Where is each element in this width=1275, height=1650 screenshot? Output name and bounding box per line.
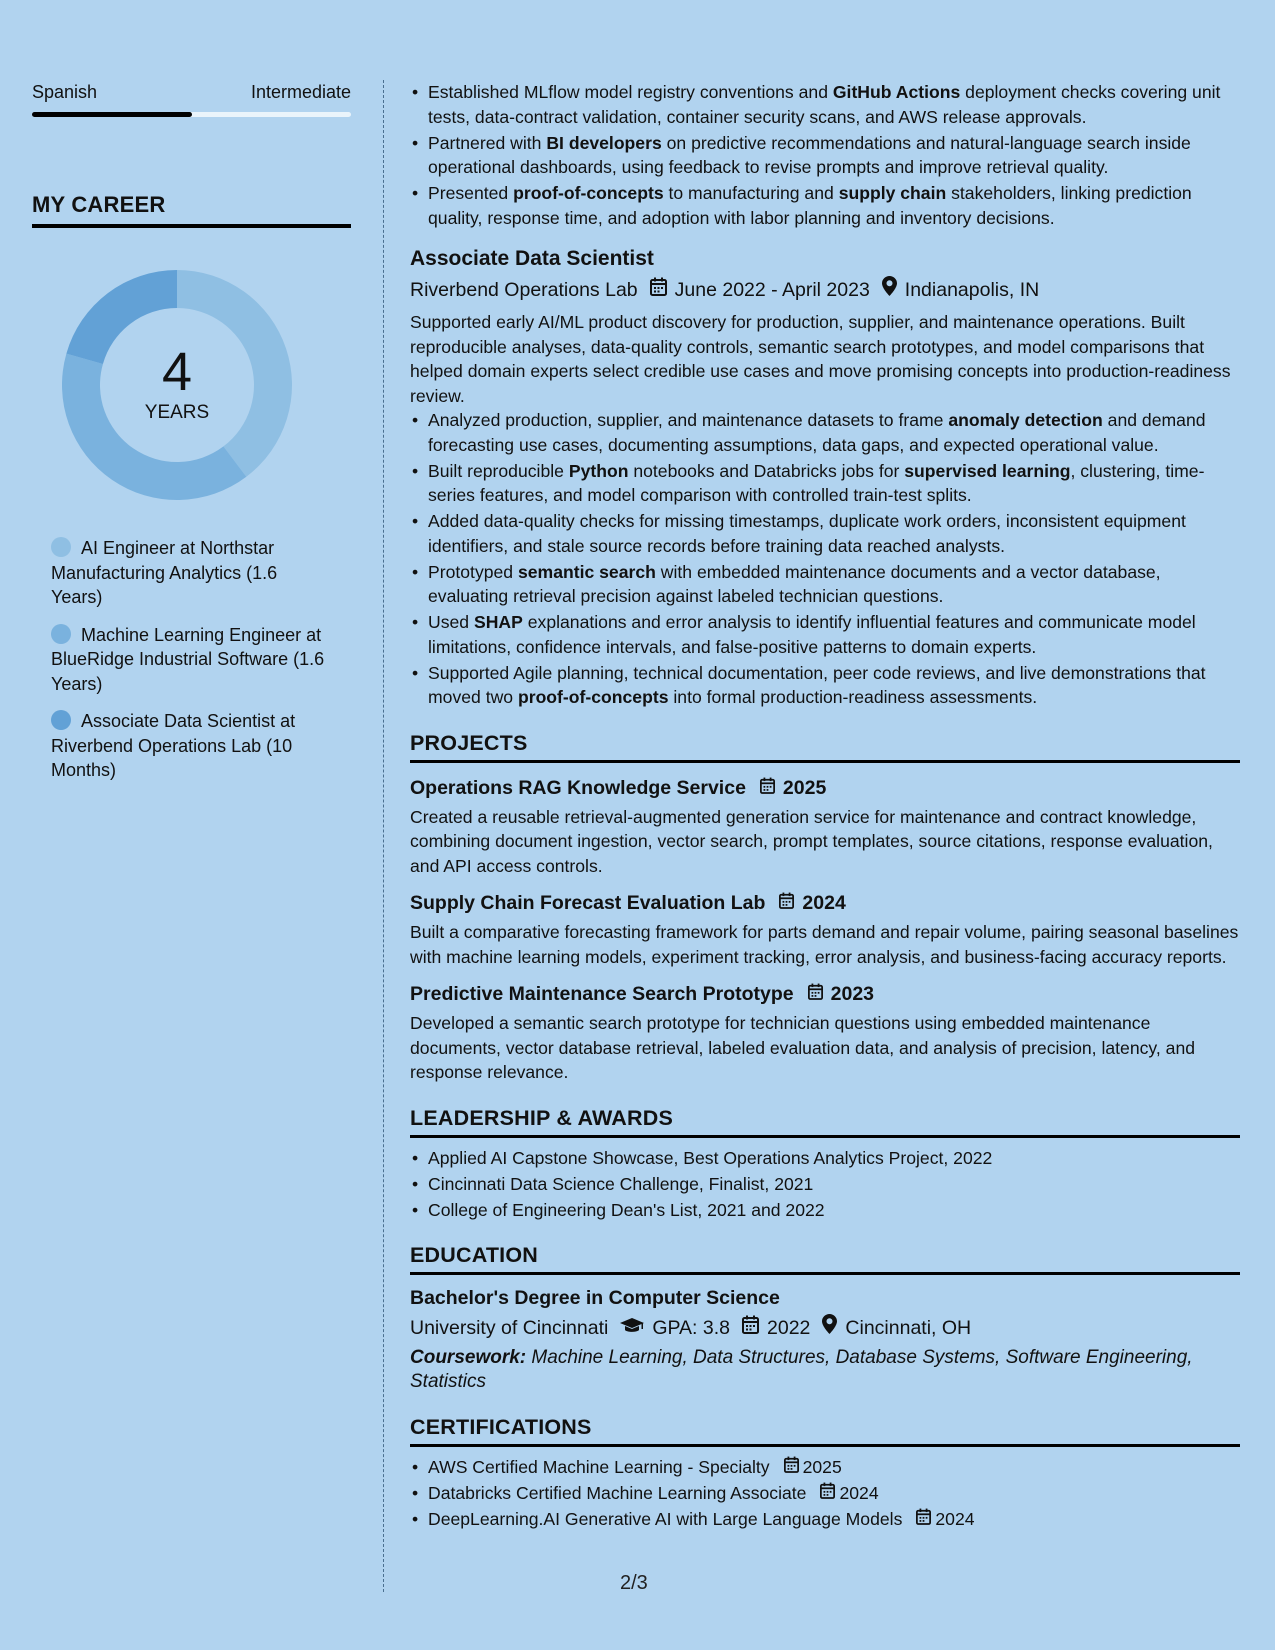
career-donut-chart — [62, 270, 292, 500]
gpa: GPA: 3.8 — [652, 1317, 731, 1339]
calendar-icon — [779, 890, 794, 916]
bullet-text: Partnered with — [428, 132, 547, 153]
bullet-item — [410, 131, 1240, 180]
bullet-text: with embedded maintenance documents and a vector database, evaluating retrieval precision against labeled technician questions. — [428, 561, 1161, 606]
certification-name: DeepLearning.AI Generative AI with Large Language Models — [428, 1509, 903, 1529]
certification-year-group — [916, 1507, 974, 1532]
total-years-value: 4 — [161, 342, 193, 402]
column-divider — [383, 80, 384, 1592]
project-year: 2024 — [802, 892, 846, 914]
bullet-text: Supported Agile planning, technical documentation, peer code reviews, and live demonstrations that moved two — [428, 662, 1206, 707]
project-year-group — [779, 890, 845, 916]
bullet-text: into formal production-readiness assessments. — [668, 687, 1038, 707]
certification-year: 2024 — [935, 1509, 975, 1529]
bullet-item — [410, 509, 1240, 558]
career-heading: MY CAREER — [32, 192, 351, 228]
bullet-item — [410, 408, 1240, 457]
career-legend — [32, 536, 351, 783]
certification-name: AWS Certified Machine Learning - Specialty — [428, 1457, 770, 1477]
project-item — [410, 775, 1240, 879]
bullet-text: explanations and error analysis to identify influential features and communicate model limitations, confidence intervals, and false-positive patterns to domain experts. — [428, 612, 1196, 657]
certifications-heading: CERTIFICATIONS — [410, 1414, 1240, 1447]
donut-center — [62, 344, 292, 424]
location-pin-icon — [882, 276, 897, 304]
bullet-item — [410, 661, 1240, 710]
calendar-icon — [760, 775, 775, 801]
language-proficiency-fill — [32, 112, 192, 117]
school-name: University of Cincinnati — [410, 1317, 609, 1339]
bullet-text: deployment checks covering unit tests, data-contract validation, container security scans, and AWS release approvals. — [428, 82, 1221, 127]
school-location: Cincinnati, OH — [845, 1317, 972, 1339]
bullet-item — [410, 560, 1240, 609]
legend-item — [51, 536, 333, 610]
bold-keyword: anomaly detection — [948, 410, 1103, 430]
job-company: Riverbend Operations Lab — [410, 279, 638, 301]
bullet-text: Established MLflow model registry conventions and — [428, 82, 833, 102]
project-title-row — [410, 981, 1240, 1007]
bold-keyword: GitHub Actions — [832, 82, 961, 102]
project-item — [410, 890, 1240, 969]
bullet-text: Built reproducible — [428, 460, 569, 481]
certification-year: 2024 — [839, 1483, 879, 1503]
certifications-list — [410, 1455, 1240, 1532]
project-title: Operations RAG Knowledge Service — [410, 776, 746, 799]
bullet-text: Added data-quality checks for missing timestamps, duplicate work orders, inconsistent equipment identifiers, and stale source records before training data reached analysts. — [428, 511, 1186, 556]
graduation-cap-icon — [620, 1314, 644, 1342]
right-column — [410, 80, 1240, 1533]
certification-year-group — [820, 1481, 878, 1506]
project-description: Developed a semantic search prototype for technician questions using embedded maintenance documents, vector database retrieval, labeled evaluation data, and analysis of precision, latency, and response relevance. — [410, 1013, 1196, 1082]
bold-keyword: proof-of-concepts — [517, 687, 669, 707]
language-name: Spanish — [32, 82, 98, 102]
project-description: Created a reusable retrieval-augmented generation service for maintenance and contract knowledge, combining document ingestion, vector search, prompt templates, source citations, response evaluation, and API access controls. — [410, 806, 1213, 876]
calendar-icon — [784, 1455, 799, 1480]
left-column — [32, 80, 351, 796]
bullet-text: to manufacturing and — [663, 183, 839, 203]
legend-color-dot — [51, 710, 71, 730]
certification-year: 2025 — [802, 1457, 842, 1477]
award-item: • Cincinnati Data Science Challenge, Finalist, 2021 — [410, 1172, 1240, 1197]
bullet-item — [410, 181, 1240, 230]
legend-item — [51, 709, 333, 783]
calendar-icon — [916, 1507, 931, 1532]
award-item: • Applied AI Capstone Showcase, Best Operations Analytics Project, 2022 — [410, 1146, 1240, 1171]
calendar-icon — [808, 981, 823, 1007]
degree-title: Bachelor's Degree in Computer Science — [410, 1287, 780, 1309]
calendar-icon — [742, 1314, 759, 1342]
bold-keyword: semantic search — [517, 561, 656, 582]
certification-name: Databricks Certified Machine Learning Associate — [428, 1483, 807, 1503]
certification-item — [410, 1455, 1240, 1480]
certification-item — [410, 1481, 1240, 1506]
legend-label: Associate Data Scientist at Riverbend Operations Lab (10 Months) — [51, 711, 296, 780]
language-row — [32, 80, 351, 104]
page-number: 2/3 — [620, 1572, 648, 1594]
bullet-item — [410, 80, 1240, 129]
bold-keyword: BI developers — [546, 132, 662, 153]
project-description: Built a comparative forecasting framework for parts demand and repair volume, pairing seasonal baselines with machine learning models, experiment tracking, error analysis, and business-facing accuracy reports. — [410, 922, 1239, 967]
project-item — [410, 981, 1240, 1085]
location-pin-icon — [822, 1314, 837, 1342]
legend-label: Machine Learning Engineer at BlueRidge Industrial Software (1.6 Years) — [51, 624, 325, 694]
language-proficiency-bar — [32, 112, 351, 117]
total-years-label: YEARS — [144, 402, 210, 423]
legend-label: AI Engineer at Northstar Manufacturing Analytics (1.6 Years) — [51, 538, 278, 607]
project-title-row — [410, 890, 1240, 916]
language-level: Intermediate — [250, 82, 351, 102]
legend-item — [51, 623, 333, 697]
bold-keyword: proof-of-concepts — [513, 183, 664, 203]
awards-heading: LEADERSHIP & AWARDS — [410, 1105, 1240, 1138]
bullet-text: Used — [428, 612, 474, 632]
bullet-text: notebooks and Databricks jobs for — [628, 460, 905, 481]
education-heading: EDUCATION — [410, 1242, 1240, 1275]
project-title-row — [410, 775, 1240, 801]
job-title: Associate Data Scientist — [410, 247, 654, 270]
bold-keyword: SHAP — [473, 612, 523, 632]
bold-keyword: supply chain — [838, 183, 947, 203]
project-year-group — [760, 775, 826, 801]
bullet-item — [410, 459, 1240, 508]
awards-list — [410, 1146, 1240, 1223]
job-meta — [410, 276, 1240, 304]
projects-list — [410, 775, 1240, 1085]
job-bullets — [410, 408, 1240, 710]
education-meta — [410, 1314, 1240, 1342]
bullet-text: Analyzed production, supplier, and maintenance datasets to frame — [428, 410, 949, 430]
bullet-text: , clustering, time-series features, and model comparison with controlled train-test splits. — [428, 460, 1205, 505]
bold-keyword: Python — [568, 460, 629, 481]
certification-item — [410, 1507, 1240, 1532]
calendar-icon — [650, 276, 667, 304]
bullet-text: Presented — [428, 183, 514, 203]
job-location: Indianapolis, IN — [904, 279, 1040, 301]
job-summary: Supported early AI/ML product discovery for production, supplier, and maintenance operations. Built reproducible analyses, data-quality controls, semantic search prototypes, and model comparisons that helped domain experts select credible use cases and move promising concepts into production-readiness review. — [410, 312, 1231, 406]
previous-job-bullets — [410, 80, 1240, 230]
bullet-text: Prototyped — [428, 561, 518, 582]
project-title: Predictive Maintenance Search Prototype — [410, 983, 794, 1005]
legend-color-dot — [51, 624, 71, 644]
bullet-item — [410, 610, 1240, 659]
job-dates: June 2022 - April 2023 — [674, 279, 870, 301]
bullet-text: on predictive recommendations and natural-language search inside operational dashboards, using feedback to revise prompts and improve retrieval quality. — [428, 132, 1191, 177]
coursework-list: Machine Learning, Data Structures, Database Systems, Software Engineering, Statistics — [410, 1347, 1193, 1392]
bullet-text: stakeholders, linking prediction quality, response time, and adoption with labor planning and inventory decisions. — [428, 183, 1192, 228]
project-year-group — [808, 981, 874, 1007]
calendar-icon — [820, 1481, 835, 1506]
bullet-text: and demand forecasting use cases, documenting assumptions, data gaps, and expected operational value. — [428, 410, 1206, 455]
award-item: • College of Engineering Dean's List, 2021 and 2022 — [410, 1198, 1240, 1223]
project-year: 2025 — [782, 776, 827, 799]
bold-keyword: supervised learning — [904, 460, 1071, 481]
graduation-year: 2022 — [767, 1317, 811, 1339]
project-title: Supply Chain Forecast Evaluation Lab — [410, 892, 766, 914]
projects-heading: PROJECTS — [410, 730, 1240, 763]
coursework — [410, 1346, 1240, 1394]
legend-color-dot — [51, 537, 71, 557]
certification-year-group — [784, 1455, 842, 1480]
coursework-label: Coursework: — [410, 1347, 527, 1368]
project-year: 2023 — [830, 983, 875, 1005]
